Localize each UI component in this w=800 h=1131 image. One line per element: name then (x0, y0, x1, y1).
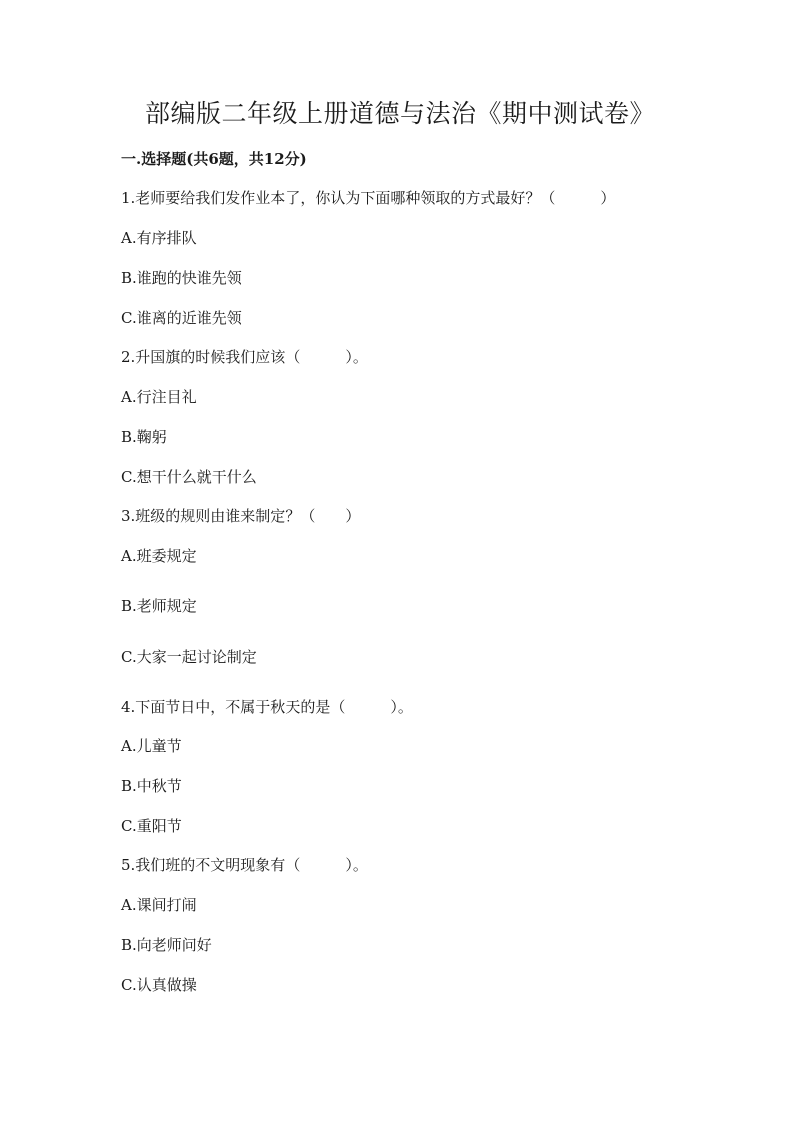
answer-option: A.班委规定 (121, 547, 197, 565)
answer-option: B.向老师问好 (121, 936, 212, 954)
answer-option: B.中秋节 (121, 777, 182, 795)
answer-option: B.鞠躬 (121, 428, 167, 446)
answer-option: C.重阳节 (121, 817, 182, 835)
answer-option: C.认真做操 (121, 976, 197, 994)
question-stem: 5.我们班的不文明现象有（ ）。 (121, 856, 368, 874)
answer-option: C.谁离的近谁先领 (121, 309, 242, 327)
answer-option: C.大家一起讨论制定 (121, 648, 257, 666)
answer-option: A.有序排队 (121, 229, 197, 247)
question-stem: 3.班级的规则由谁来制定？（ ） (121, 507, 361, 525)
answer-option: A.行注目礼 (121, 388, 197, 406)
answer-option: C.想干什么就干什么 (121, 468, 257, 486)
question-stem: 2.升国旗的时候我们应该（ ）。 (121, 348, 368, 366)
answer-option: B.谁跑的快谁先领 (121, 269, 242, 287)
answer-option: B.老师规定 (121, 597, 197, 615)
document-title: 部编版二年级上册道德与法治《期中测试卷》 (144, 99, 655, 128)
question-stem: 1.老师要给我们发作业本了，你认为下面哪种领取的方式最好？（ ） (121, 189, 616, 207)
answer-option: A.儿童节 (121, 737, 182, 755)
answer-option: A.课间打闹 (121, 896, 197, 914)
section-heading: 一.选择题(共6题，共12分) (121, 150, 307, 168)
question-stem: 4.下面节日中，不属于秋天的是（ ）。 (121, 698, 413, 716)
